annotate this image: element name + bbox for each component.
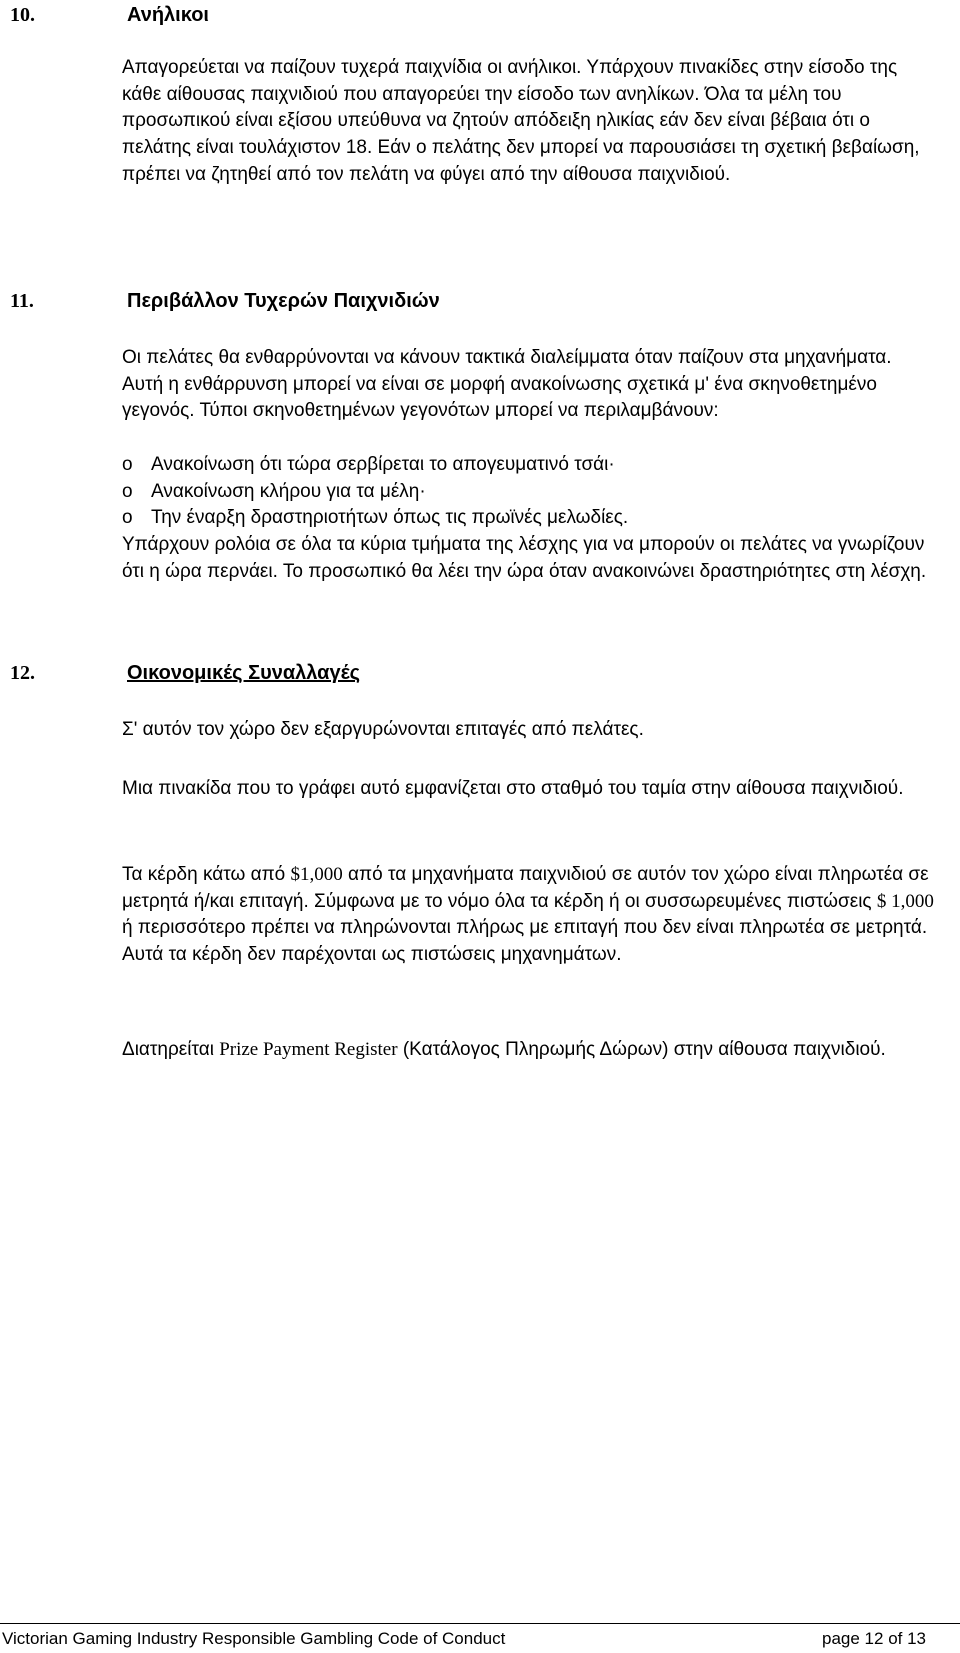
paragraph-intro: Οι πελάτες θα ενθαρρύνονται να κάνουν τακτικά διαλείμματα όταν παίζουν στα μηχανήματα. Αυτή η ενθάρρυνση μπορεί να είναι σε μορφή ανακοίνωσης σχετικά μ' ένα σκηνοθετημένο γεγονός. Τύποι σκηνοθετημένων γεγονότων μπορεί να περιλαμβάνουν: <box>122 347 892 422</box>
bullet-text: Ανακοίνωση κλήρου για τα μέλη· <box>151 480 426 502</box>
section-heading-11 <box>10 286 440 316</box>
text-run: (Κατάλογος Πληρωμής Δώρων) στην αίθουσα παιχνιδιού. <box>397 1039 886 1060</box>
text-run: Τα κέρδη κάτω από <box>122 864 291 885</box>
section-heading-10 <box>10 0 209 30</box>
footer-document-title: Victorian Gaming Industry Responsible Gambling Code of Conduct <box>2 1629 506 1648</box>
footer-divider <box>0 1623 960 1624</box>
section-12-p3 <box>122 862 934 969</box>
bullet-text: Ανακοίνωση ότι τώρα σερβίρεται το απογευματινό τσάι· <box>151 454 615 475</box>
section-12-p4 <box>122 1037 934 1064</box>
bullet-text: Την έναρξη δραστηριοτήτων όπως τις πρωϊνές μελωδίες. <box>151 507 629 529</box>
list-item <box>122 479 934 506</box>
text-run: από τα μηχανήματα παιχνιδιού σε αυτόν τον χώρο είναι πληρωτέα σε μετρητά ή/και επιταγή. Σύμφωνα με το νόμο όλα τα κέρδη ή οι συσσωρευμένες πιστώσεις <box>122 864 929 912</box>
list-item <box>122 452 934 479</box>
section-10-body <box>122 55 934 189</box>
section-title: Οικονομικές Συναλλαγές <box>127 662 360 684</box>
section-title: Ανήλικοι <box>127 4 209 26</box>
text-run: Διατηρείται <box>122 1039 220 1060</box>
section-number: 10. <box>10 4 35 26</box>
section-title: Περιβάλλον Τυχερών Παιχνιδιών <box>127 290 440 312</box>
amount: $ 1,000 <box>876 890 934 912</box>
bullet-marker: o <box>122 454 133 475</box>
bullet-marker: o <box>122 480 133 502</box>
paragraph: Απαγορεύεται να παίζουν τυχερά παιχνίδια οι ανήλικοι. Υπάρχουν πινακίδες στην είσοδο της κάθε αίθουσας παιχνιδιού που απαγορεύει την είσοδο των ανηλίκων. Όλα τα μέλη του προσωπικού είναι εξίσου υπεύθυνα να ζητούν απόδειξη ηλικίας εάν δεν είναι βέβαια ότι ο πελάτης είναι τουλάχιστον 18. Εάν ο πελάτης δεν μπορεί να παρουσιάσει τη σχετική βεβαίωση, πρέπει να ζητηθεί από τον πελάτη να φύγει από την αίθουσα παιχνιδιού. <box>122 57 920 185</box>
paragraph-outro: Υπάρχουν ρολόια σε όλα τα κύρια τμήματα της λέσχης για να μπορούν οι πελάτες να γνωρίζουν ότι η ώρα περνάει. Το προσωπικό θα λέει την ώρα όταν ανακοινώνει δραστηριότητες στη λέσχη. <box>122 534 927 582</box>
list-item <box>122 505 934 532</box>
section-number: 11. <box>10 290 34 312</box>
section-number: 12. <box>10 662 35 684</box>
paragraph <box>122 1037 934 1064</box>
paragraph: Μια πινακίδα που το γράφει αυτό εμφανίζεται στο σταθμό του ταμία στην αίθουσα παιχνιδιού. <box>122 778 904 799</box>
bullet-marker: o <box>122 507 133 529</box>
bullet-list <box>122 452 934 532</box>
section-12-p1 <box>122 717 934 744</box>
register-name: Prize Payment Register <box>219 1039 398 1060</box>
amount: $1,000 <box>290 864 343 885</box>
section-11-outro <box>122 532 934 585</box>
section-11-body <box>122 345 934 425</box>
footer-page-number: page 12 of 13 <box>822 1629 926 1648</box>
text-run: ή περισσότερο πρέπει να πληρώνονται πλήρως με επιταγή που δεν είναι πληρωτέα σε μετρητά. Αυτά τα κέρδη δεν παρέχονται ως πιστώσεις μηχανημάτων. <box>122 917 928 966</box>
paragraph: Σ' αυτόν τον χώρο δεν εξαργυρώνονται επιταγές από πελάτες. <box>122 719 644 740</box>
paragraph <box>122 862 934 969</box>
section-heading-12 <box>10 658 360 688</box>
section-12-p2 <box>122 776 934 803</box>
